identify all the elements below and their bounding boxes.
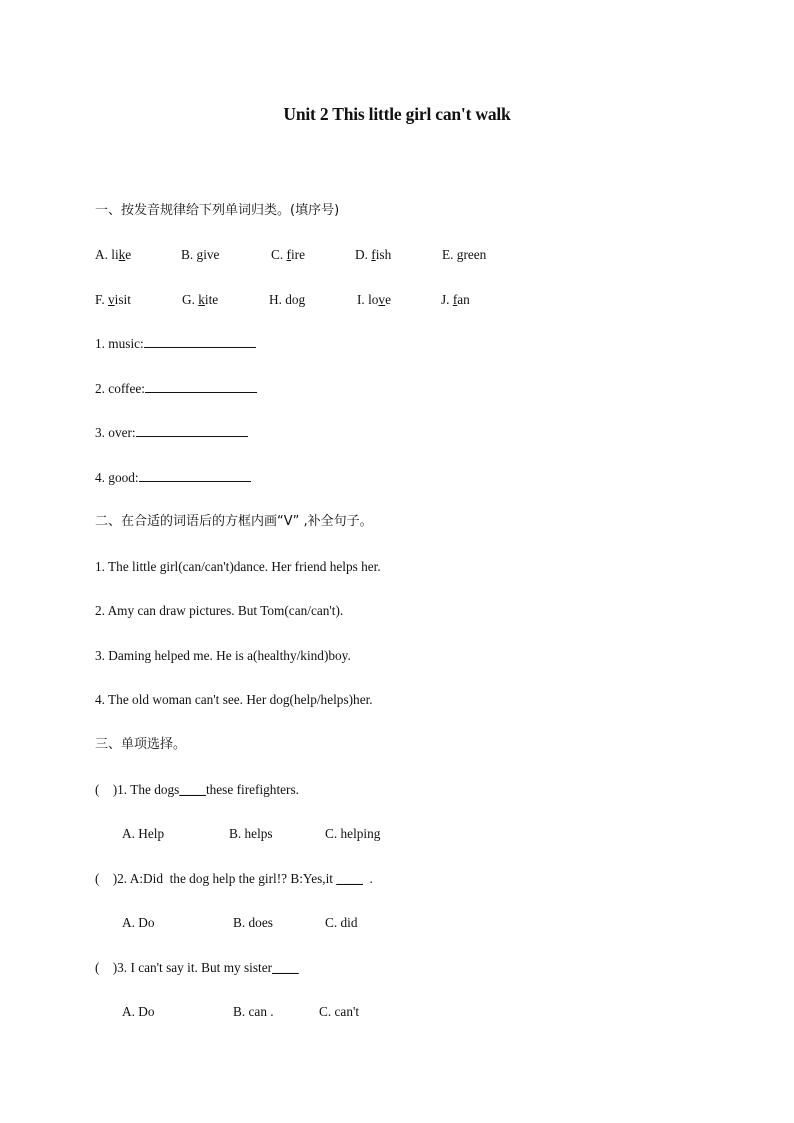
word-option-e: E. green — [442, 247, 487, 262]
option-a: A. Do — [122, 915, 155, 930]
sentence-item-3: 3. Daming helped me. He is a(healthy/kind)boy. — [95, 648, 351, 663]
section1-heading: 一、按发音规律给下列单词归类。(填序号) — [95, 203, 340, 218]
option-c: C. did — [325, 915, 358, 930]
question-3: ( )3. I can't say it. But my sister____ — [95, 960, 299, 975]
question-2: ( )2. A:Did the dog help the girl!? B:Yes,it ____ . — [95, 871, 373, 886]
category-item-3: 3. over: — [95, 424, 248, 442]
answer-blank[interactable] — [145, 381, 257, 393]
answer-blank[interactable] — [136, 425, 248, 437]
option-b: B. helps — [229, 826, 273, 841]
page-title: Unit 2 This little girl can't walk — [283, 104, 511, 124]
answer-blank[interactable] — [144, 336, 256, 348]
answer-blank[interactable] — [139, 470, 251, 482]
section3-heading: 三、单项选择。 — [95, 737, 187, 752]
option-a: A. Help — [122, 826, 165, 841]
word-option-f: F. visit — [95, 292, 131, 307]
option-b: B. does — [233, 915, 273, 930]
question-1: ( )1. The dogs____these firefighters. — [95, 782, 299, 797]
category-item-1: 1. music: — [95, 335, 256, 353]
question-blank: ____ — [179, 782, 206, 797]
word-option-h: H. dog — [269, 292, 306, 307]
word-option-c: C. fire — [271, 247, 305, 262]
option-b: B. can . — [233, 1004, 274, 1019]
category-item-2: 2. coffee: — [95, 380, 257, 398]
question-blank: ____ — [272, 960, 299, 975]
question-blank: ____ — [336, 871, 363, 886]
sentence-item-1: 1. The little girl(can/can't)dance. Her friend helps her. — [95, 559, 381, 574]
answer-paren[interactable]: ( ) — [95, 871, 118, 886]
word-option-b: B. give — [181, 247, 220, 262]
word-option-d: D. fish — [355, 247, 392, 262]
option-c: C. can't — [319, 1004, 360, 1019]
category-item-4: 4. good: — [95, 469, 251, 487]
word-option-g: G. kite — [182, 292, 219, 307]
answer-paren[interactable]: ( ) — [95, 960, 118, 975]
option-a: A. Do — [122, 1004, 155, 1019]
answer-paren[interactable]: ( ) — [95, 782, 118, 797]
word-option-a: A. like — [95, 247, 132, 262]
word-option-j: J. fan — [441, 292, 470, 307]
sentence-item-4: 4. The old woman can't see. Her dog(help/helps)her. — [95, 692, 373, 707]
option-c: C. helping — [325, 826, 381, 841]
sentence-item-2: 2. Amy can draw pictures. But Tom(can/can't). — [95, 603, 344, 618]
section2-heading: 二、在合适的词语后的方框内画“V” ,补全句子。 — [95, 514, 373, 529]
word-option-i: I. love — [357, 292, 391, 307]
